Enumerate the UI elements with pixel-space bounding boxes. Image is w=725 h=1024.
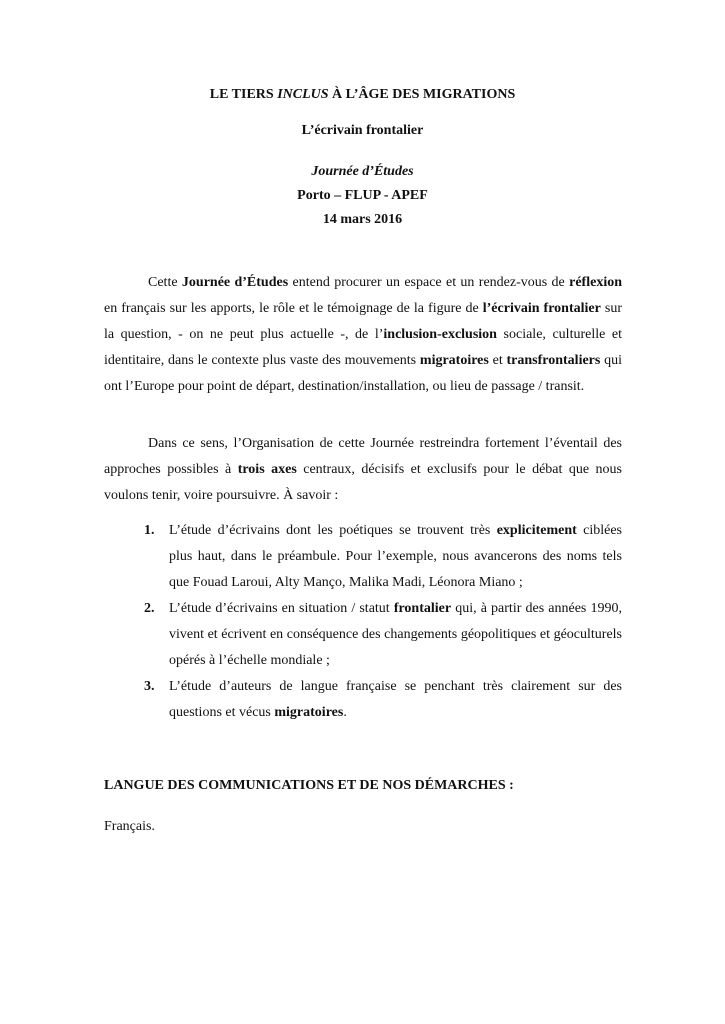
title-italic-word: INCLUS [277,87,329,102]
axes-intro-paragraph: Dans ce sens, l’Organisation de cette Journée restreindra fortement l’éventail des approches possibles à trois axes centraux, décisifs et exclusifs pour le débat que nous voulons tenir, voire poursuivre. À savoir : [104,436,622,503]
event-date: 14 mars 2016 [322,212,403,227]
language-section-heading: LANGUE DES COMMUNICATIONS ET DE NOS DÉMARCHES : [104,778,514,793]
event-location: Porto – FLUP - APEF [297,188,428,203]
document-title: LE TIERS INCLUS À L’ÂGE DES MIGRATIONS [209,87,516,102]
axes-list [132,518,622,726]
language-value: Français. [104,819,155,834]
list-item: 2. L’étude d’écrivains en situation / statut frontalier qui, à partir des années 1990, vivent et écrivent en conséquence des changements géopolitiques et géoculturels opérés à l’échelle mondiale ; [144,601,622,668]
document-subtitle: L’écrivain frontalier [301,123,424,138]
list-item: 3. L’étude d’auteurs de langue française se penchant très clairement sur des questions et vécus migratoires. [144,679,622,720]
list-item: 1. L’étude d’écrivains dont les poétiques se trouvent très explicitement ciblées plus haut, dans le préambule. Pour l’exemple, nous avancerons des noms tels que Fouad Laroui, Alty Manço, Malika Madi, Léonora Miano ; [144,523,622,590]
event-type: Journée d’Études [311,164,414,179]
intro-paragraph: Cette Journée d’Études entend procurer un espace et un rendez-vous de réflexion en français sur les apports, le rôle et le témoignage de la figure de l’écrivain frontalier sur la question, - on ne peut plus actuelle -, de l’inclusion-exclusion sociale, culturelle et identitaire, dans le contexte plus vaste des mouvements migratoires et transfrontaliers qui ont l’Europe pour point de départ, destination/installation, ou lieu de passage / transit. [104,275,623,394]
